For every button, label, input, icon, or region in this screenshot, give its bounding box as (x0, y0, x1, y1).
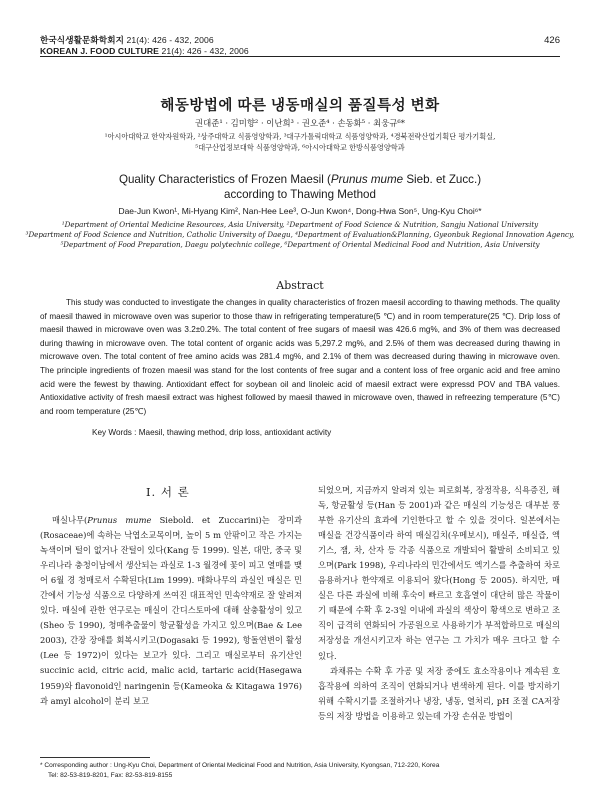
journal-name-en: KOREAN J. FOOD CULTURE (40, 46, 160, 56)
title-korean: 해동방법에 따른 냉동매실의 품질특성 변화 (160, 98, 440, 114)
issue-en: 21(4): 426 - 432, 2006 (161, 46, 249, 56)
section-title-introduction: I. 서 론 (146, 485, 190, 499)
left-text-pre: 매실나무( (52, 515, 88, 525)
right-paragraph-1: 되었으며, 지금까지 알려져 있는 피로회복, 장정작용, 식욕증진, 해독, 항균활성 등(Han 등 2001)과 같은 매실의 기능성은 대부분 풍부한 유기산의 효과에 기인한다고 할 수 있을 것이다. 일본에서는 매실을 건강식품이라 하여 매실김치(우메보시), 매실주, 매실즙, 엑기스, 잼, 차, 산자 등 각종 식품으로 개발되어 활발히 소비되고 있으며(Park 1998), 우리나라의 민간에서도 엑기스를 추출하여 차로 음용하거나 한약재로 이용되어 왔다(Hong 등 2005). 하지만, 매실은 다른 과실에 비해 후숙이 빠르고 호흡열이 대단히 많은 작물이기 때문에 수확 후 2-3일 이내에 과실의 색상이 황색으로 변하고 조직이 급격히 연화되어 가공원으로 사용하기가 부적합하므로 매실의 저장성을 개선시키고자 하는 연구는 그 가치가 매우 크다고 할 수 있다. (318, 485, 560, 661)
keywords: Key Words : Maesil, thawing method, drip loss, antioxidant activity (92, 428, 332, 437)
affiliation-english-2: ³Department of Food Science and Nutrition, Catholic University of Daegu, ⁴Department of Evaluation&Planning, Gyeonbuk Regional Innovation Agency, (25, 230, 575, 239)
abstract-heading: Abstract (276, 279, 324, 292)
footnote (40, 761, 439, 781)
abstract-text: This study was conducted to investigate the changes in quality characteristics of frozen maesil according to thawing methods. The quality of maesil thawed in microwave oven was superior to those thaw in refrigerating temperature(5 ℃) and in room temperature(25 ℃). Drip loss of maesil thawed in microwave oven was 3.2±0.2%. The total content of free sugars of maesil was 426.6 mg%, and 3% of them was decreased during thawing in microwave oven. The total content of organic acids was 5,297.2 mg%, and 2.5% of them was decreased during thawing in microwave oven. The total content of free amino acids was 281.4 mg%, and 2.1% of them was decreased during thawing in microwave oven. The principle ingredients of frozen maesil was stand for the lost contents of free sugar and a content loss of free organic acid and free amino acid were the fewest by thawing. Antioxidant effect for soybean oil and linoleic acid of maesil extract were expressd POV and TBA values. Antioxidative activity of fresh maesil extract was highest followed by maesil thawed in microwave oven, thawed in refreezing temperature (5℃) and room temperature (25℃) (40, 298, 560, 416)
header-rule (40, 56, 560, 57)
left-text-body: Siebold. et Zuccarini)는 장미과(Rosaceae)에 속하는 낙엽소교목이며, 높이 5 m 안팎이고 작은 가지는 녹색이며 털이 없거나 잔털이 있다(Kang 등 1999). 일본, 대만, 중국 및 우리나라 충청이남에서 생산되는 과실로 1-3 월경에 꽃이 피고 열매를 맺어 6월 경 청매로서 수확된다(Lim 1999). 매화나무의 과실인 매실은 민간에서 기능성 식품으로 다양하게 쓰여진 대표적인 민속약재로 잘 알려져 있다. 매실에 관한 연구로는 매실이 간디스토마에 대해 살충활성이 있고(Sheo 등 1990), 청매추출물이 항균활성을 가지고 있으며(Bae & Lee 2003), 간장 장애를 회복시키고(Dogasaki 등 1992), 항돌연변이 활성(Lee 등 1972)이 있다는 보고가 있다. 그리고 매실로부터 유기산인 succinic acid, citric acid, malic acid, tartaric acid(Hasegawa 1959)와 flavonoid인 naringenin 등(Kameoka & Kitagawa 1976)과 amyl alcohol이 분리 보고 (40, 515, 302, 706)
journal-name-kr: 한국식생활문화학회지 (40, 35, 125, 45)
title-english (0, 172, 600, 202)
journal-header-kr (40, 35, 214, 46)
page-number: 426 (544, 35, 560, 46)
footnote-rule (40, 757, 150, 758)
title-english-line1-post: Sieb. et Zucc.) (403, 173, 482, 186)
left-text-species: Prunus mume (87, 515, 152, 525)
affiliation-english-1: ¹Department of Oriental Medicine Resources, Asia University, ²Department of Food Science & Nutrition, Sangju National University (61, 220, 539, 229)
title-english-species: Prunus mume (330, 173, 404, 186)
issue-kr: 21(4): 426 - 432, 2006 (126, 35, 214, 45)
body-column-right (318, 483, 560, 724)
footnote-corresponding-author: * Corresponding author : Ung-Kyu Choi, Department of Oriental Medicinal Food and Nutrition, Asia University, Kyongsan, 712-220, Korea (40, 762, 440, 769)
affiliation-korean-2: ⁵대구산업정보대학 식품영양학과, ⁶아시아대학교 한방식품영양학과 (195, 143, 405, 152)
title-english-line2: according to Thawing Method (224, 188, 376, 201)
body-column-left (40, 513, 302, 709)
authors-english: Dae-Jun Kwon¹, Mi-Hyang Kim², Nan-Hee Lee³, O-Jun Kwon⁴, Dong-Hwa Son⁵, Ung-Kyu Choi⁶* (118, 206, 482, 216)
right-paragraph-2: 과채류는 수확 후 가공 및 저장 중에도 효소작용이나 계속된 호흡작용에 의하여 조직이 연화되거나 변색하게 된다. 이를 방지하기 위해 수확시기를 조절하거나 냉장, 냉동, 열처리, pH 조절 CA저장 등의 저장 방법을 이용하고 있는데 가장 손쉬운 방법이 (318, 665, 560, 721)
authors-korean: 권대준¹ · 김미향² · 이난희³ · 권오준⁴ · 손동화⁵ · 최웅규⁶* (195, 118, 405, 128)
footnote-contact: Tel: 82-53-819-8201, Fax: 82-53-819-8155 (48, 772, 173, 779)
affiliation-korean-1: ¹아시아대학교 한약자원학과, ²상주대학교 식품영양학과, ³대구가톨릭대학교 식품영양학과, ⁴경북전략산업기획단 평가기획실, (104, 132, 496, 141)
affiliation-english-3: ⁵Department of Food Preparation, Daegu polytechnic college, ⁶Department of Oriental Medicinal Food and Nutrition, Asia University (60, 240, 540, 249)
title-english-line1-pre: Quality Characteristics of Frozen Maesil ( (118, 173, 331, 186)
